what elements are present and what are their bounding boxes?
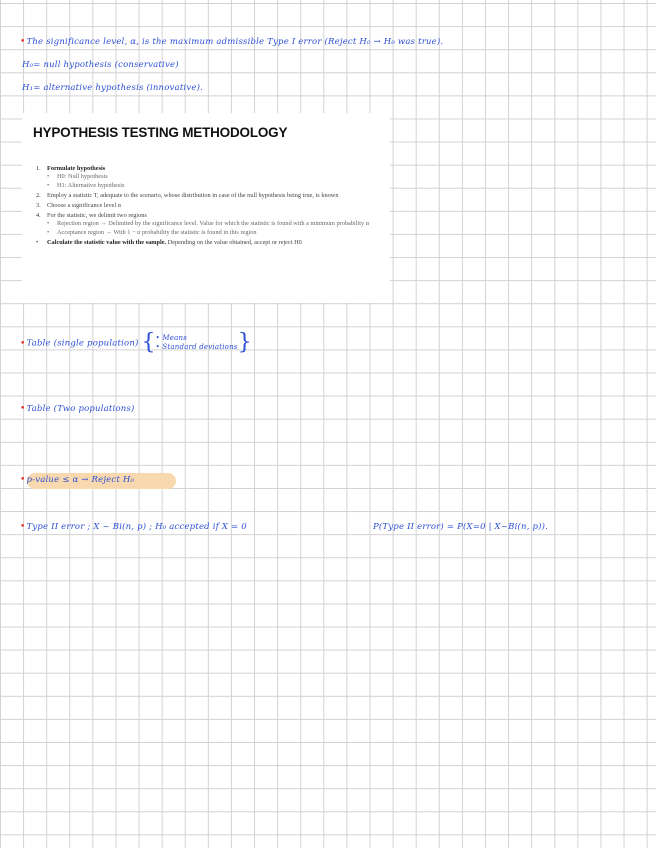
note-text: Type II error ; X ~ Bi(n, p) ; H₀ accepted if X = 0 bbox=[26, 522, 247, 532]
step-number: 2. bbox=[36, 191, 41, 199]
note-bullet: • bbox=[20, 522, 26, 532]
step-sub-item: • H0: Null hypothesis bbox=[47, 173, 108, 180]
note-text: Table (single population) bbox=[26, 338, 139, 349]
note-table-two-populations bbox=[20, 404, 135, 414]
note-text: p-value ≤ α → Reject H₀ bbox=[26, 475, 135, 485]
step-text: Choose a significance level α bbox=[47, 201, 121, 209]
note-pvalue-rule bbox=[20, 475, 134, 485]
step-number: 1. bbox=[36, 164, 41, 172]
step-sub-item: • Rejection region → Delimited by the significance level. Value for which the statistic is found with a minimum probability α bbox=[47, 220, 370, 227]
slide-steps bbox=[36, 163, 376, 247]
note-text: H₀= null hypothesis (conservative) bbox=[22, 60, 179, 70]
note-text: P(Type II error) = P(X=0 | X~Bi(n, p)). bbox=[373, 522, 549, 532]
step-item bbox=[36, 165, 376, 174]
step-item bbox=[36, 192, 376, 201]
right-brace: } bbox=[237, 330, 252, 355]
brace-item: • Standard deviations bbox=[155, 343, 238, 351]
brace-item: • Means bbox=[155, 334, 188, 342]
note-alternative-hypothesis bbox=[22, 83, 203, 93]
note-type-two-error bbox=[20, 522, 247, 532]
note-bullet: • bbox=[20, 338, 26, 349]
step-number: 4. bbox=[36, 211, 41, 219]
pasted-slide bbox=[22, 113, 390, 303]
note-table-single-population bbox=[20, 332, 252, 354]
left-brace: { bbox=[141, 330, 156, 355]
step-lead: Calculate the statistic value with the sample. bbox=[47, 238, 167, 246]
step-sub-item: • Acceptance region → With 1 − α probability the statistic is found in this region bbox=[47, 228, 257, 236]
step-text: For the statistic, we delimit two regions bbox=[47, 211, 147, 219]
note-text: Table (Two populations) bbox=[26, 404, 135, 414]
step-number: • bbox=[36, 238, 39, 246]
note-null-hypothesis bbox=[22, 60, 179, 70]
step-sub-item: • H1: Alternative hypothesis bbox=[47, 181, 125, 189]
step-item bbox=[36, 202, 376, 211]
slide-title: HYPOTHESIS TESTING METHODOLOGY bbox=[33, 125, 288, 140]
step-lead: Formulate hypothesis bbox=[47, 164, 106, 172]
note-text: The significance level, α, is the maximum admissible Type I error (Reject H₀ → H₀ was true). bbox=[26, 37, 444, 47]
step-number: 3. bbox=[36, 201, 41, 209]
step-text: Depending on the value obtained, accept or reject H0 bbox=[166, 238, 302, 246]
step-text: Employ a statistic T, adequate to the scenario, whose distribution in case of the null hypothesis being true, is known bbox=[47, 191, 339, 199]
note-text: H₁= alternative hypothesis (innovative). bbox=[22, 83, 204, 93]
step-item bbox=[36, 239, 376, 248]
note-bullet: • bbox=[20, 404, 26, 414]
step-item bbox=[36, 212, 376, 221]
note-type-two-probability bbox=[373, 522, 548, 532]
brace-items bbox=[156, 334, 238, 352]
note-bullet: • bbox=[20, 475, 26, 485]
note-significance-level bbox=[20, 37, 443, 47]
note-bullet: • bbox=[20, 37, 26, 47]
